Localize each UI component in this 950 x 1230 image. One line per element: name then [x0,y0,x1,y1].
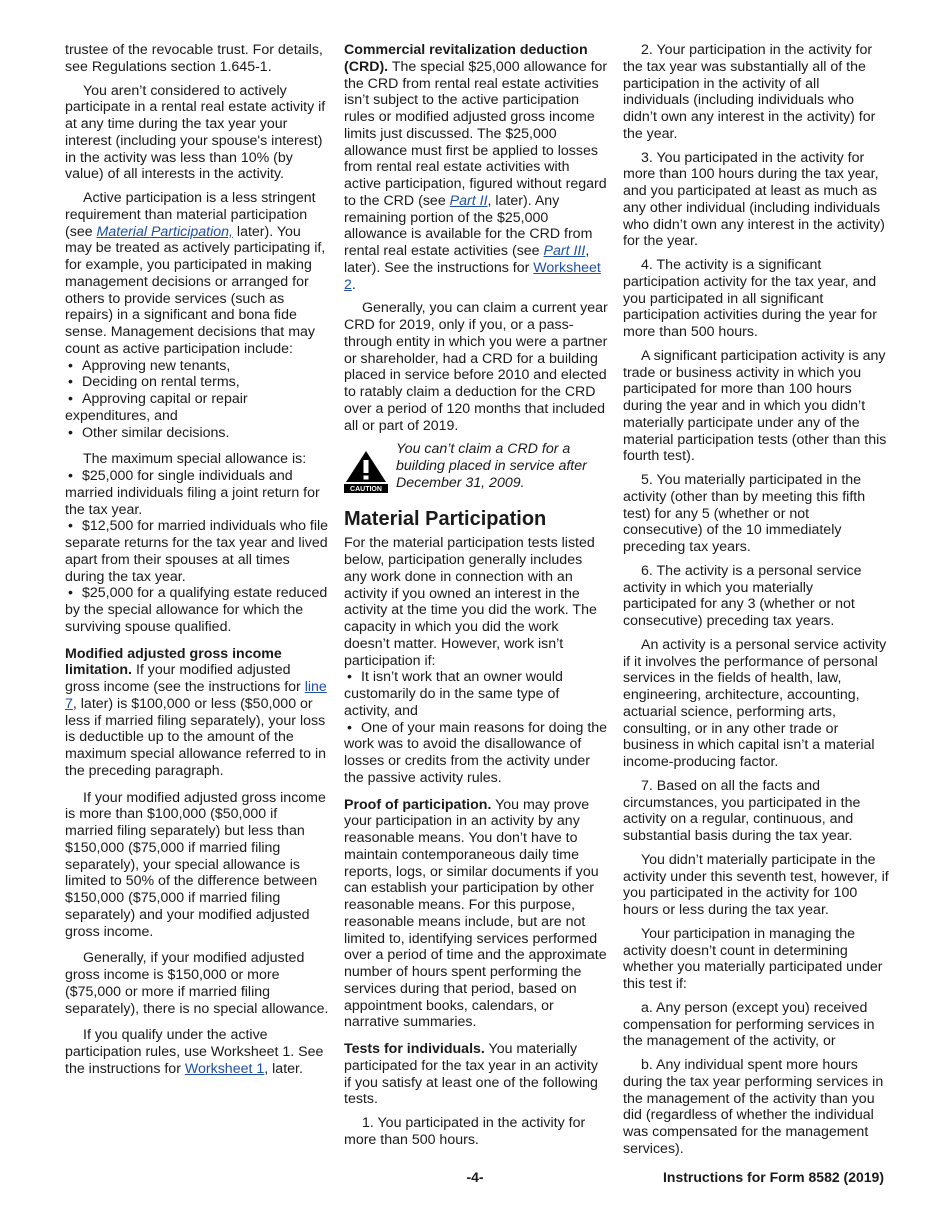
part-iii-link[interactable]: Part III [543,243,586,259]
paragraph: For the material participation tests listed below, participation generally includes any work done in connection with an activity if you owned an interest in the activity at the time you did the work. The capacity in which you did the work doesn’t matter. However, work isn’t participation if: [344,535,597,669]
caution-icon [344,449,388,493]
paragraph: The maximum special allowance is: [83,451,307,468]
paragraph: Generally, you can claim a current year CRD for 2019, only if you, or a pass-through entity in which you were a partner or shareholder, had a CRD for a building placed in service before 2010 and elected to ratably claim a deduction for the CRD over a period of 120 months that included all or part of 2019. [344,300,608,434]
paragraph: A significant participation activity is any trade or business activity in which you participated for more than 100 hours during the year and in which you didn’t materially participate under any of the material participation tests (other than this fourth test). [623,347,887,465]
test-item: 3. You participated in the activity for more than 100 hours during the tax year, and you participated at least as much as any other individual (including individuals who didn’t own any interest in the activity) for the year. [623,149,885,250]
magi-heading: Modified adjusted gross income limitation. [65,645,282,679]
footer-title: Instructions for Form 8582 (2019) [663,1169,884,1185]
column-1 [65,42,329,1085]
column-2 [344,42,608,1156]
list-item: • It isn’t work that an owner would customarily do in the same type of activity, and [344,669,608,719]
line-7-link[interactable]: line 7 [65,679,327,712]
paragraph: If you qualify under the active participation rules, use Worksheet 1. See the instructions for Worksheet 1, later. [65,1027,324,1077]
material-participation-link[interactable]: Material Participation, [96,223,233,240]
paragraph: Active participation is a less stringent requirement than material participation (see Material Participation, later). You may be treated as actively participating if, for example, you participated in making management decisions or arranged for others to provide services (such as repairs) in a significant and bona fide sense. Management decisions that may count as active participation include: [65,190,326,357]
caution-note [344,441,608,493]
paragraph: Your participation in managing the activity doesn’t count in determining whether you materially participated under this test if: [623,925,883,992]
proof-heading: Proof of participation. [344,796,492,813]
paragraph: Tests for individuals. You materially participated for the tax year in an activity if you satisfy at least one of the following tests. [344,1041,598,1108]
list-item: • $25,000 for a qualifying estate reduced by the special allowance for which the surviving spouse qualified. [65,585,329,635]
allowance-list [65,468,329,636]
list-item: • Deciding on rental terms, [65,374,329,391]
test-item: b. Any individual spent more hours during the tax year performing services in the management of the activity than you did (regardless of whether the individual was compensated for the management services). [623,1057,884,1157]
worksheet-2-link[interactable]: Worksheet 2 [344,259,601,293]
decisions-list [65,358,329,442]
not-participation-list [344,669,608,786]
caution-label: CAUTION [350,486,382,494]
test-item: a. Any person (except you) received compensation for performing services in the management of the activity, or [623,999,875,1050]
part-ii-link[interactable]: Part II [449,192,488,209]
test-item: 5. You materially participated in the activity (other than by meeting this fifth test) for any 5 (whether or not consecutive) of the 10 immediately preceding tax years. [623,472,866,555]
list-item: • Approving new tenants, [65,358,329,375]
crd-heading: Commercial revitalization deduction (CRD). [344,42,588,75]
paragraph: Modified adjusted gross income limitation. If your modified adjusted gross income (see the instructions for line 7, later) is $100,000 or less ($50,000 or less if married filing separately), your loss is deductible up to the amount of the maximum special allowance referred to in the preceding paragraph. [65,645,327,779]
tests-heading: Tests for individuals. [344,1041,485,1057]
list-item: • $25,000 for single individuals and married individuals filing a joint return for the tax year. [65,468,329,518]
list-item: • Approving capital or repair expenditures, and [65,391,329,425]
test-item: 7. Based on all the facts and circumstances, you participated in the activity on a regular, continuous, and substantial basis during the tax year. [623,777,861,844]
test-item: 2. Your participation in the activity for the tax year was substantially all of the participation in the activity of all individuals (including individuals who didn’t own any interest in the activity) for the year. [623,42,876,142]
test-item: 6. The activity is a personal service activity in which you materially participated for any 3 (whether or not consecutive) preceding tax years. [623,562,862,629]
worksheet-1-link[interactable]: Worksheet 1 [184,1060,265,1077]
paragraph: Proof of participation. You may prove your participation in an activity by any reasonable means. You don’t have to maintain contemporaneous daily time reports, logs, or similar documents if you can establish your participation by other reasonable means. For this purpose, reasonable means include, but are not limited to, identifying services performed over a period of time and the approximate number of hours spent performing the services during that period, based on appointment books, calendars, or narrative summaries. [344,796,607,1031]
list-item: • Other similar decisions. [65,425,329,442]
paragraph: If your modified adjusted gross income is more than $100,000 ($50,000 if married filing separately) but less than $150,000 ($75,000 if married filing separately), your special allowance is limited to 50% of the difference between $150,000 ($75,000 if married filing separately) and your modified adjusted gross income. [65,789,326,940]
section-title: Material Participation [344,508,547,531]
paragraph: An activity is a personal service activity if it involves the performance of personal services in the fields of health, law, engineering, architecture, accounting, actuarial science, performing arts, consulting, or in any other trade or business in which capital isn’t a material income-producing factor. [623,636,887,770]
paragraph: You aren’t considered to actively participate in a rental real estate activity if at any time during the tax year your interest (including your spouse's interest) in the activity was less than 10% (by value) of all interests in the activity. [65,82,326,183]
test-item: 4. The activity is a significant participation activity for the tax year, and you participated in all significant participation activities during the year for more than 500 hours. [623,257,877,340]
paragraph: You didn’t materially participate in the activity under this seventh test, however, if you participated in the activity for 100 hours or less during the tax year. [623,851,889,918]
paragraph: trustee of the revocable trust. For details, see Regulations section 1.645-1. [65,42,323,75]
list-item: • $12,500 for married individuals who file separate returns for the tax year and lived apart from their spouses at all times during the tax year. [65,518,329,585]
test-item: 1. You participated in the activity for more than 500 hours. [344,1115,586,1148]
column-3 [623,42,889,1165]
paragraph: Generally, if your modified adjusted gross income is $150,000 or more ($75,000 or more if married filing separately), there is no special allowance. [65,950,329,1017]
page-number: -4- [466,1169,484,1185]
paragraph: Commercial revitalization deduction (CRD). The special $25,000 allowance for the CRD from rental real estate activities isn’t subject to the active participation rules or modified adjusted gross income limits just discussed. The $25,000 allowance must first be applied to losses from rental real estate activities with active participation, figured without regard to the CRD (see Part II, later). Any remaining portion of the $25,000 allowance is available for the CRD from rental real estate activities (see Part III, later). See the instructions for Worksheet 2. [344,42,608,293]
caution-text: You can’t claim a CRD for a building placed in service after December 31, 2009. [396,441,587,491]
list-item: • One of your main reasons for doing the work was to avoid the disallowance of losses or credits from the activity under the passive activity rules. [344,720,608,787]
